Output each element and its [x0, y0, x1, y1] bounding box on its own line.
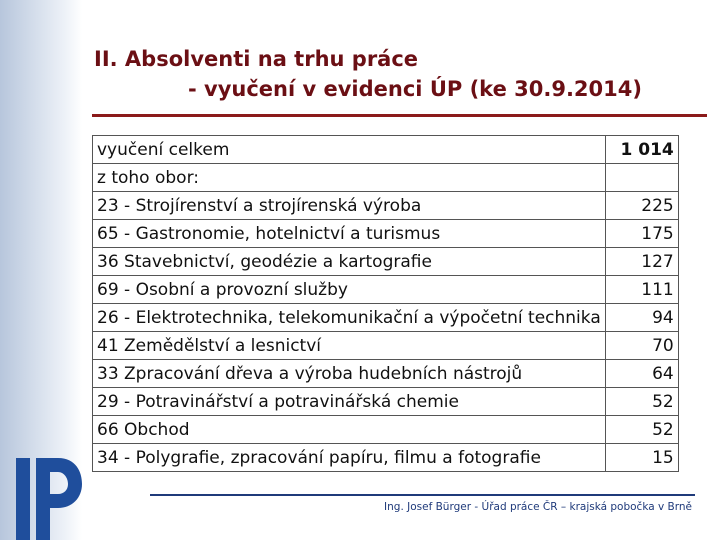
urad-prace-logo-icon — [12, 450, 82, 540]
page-title — [94, 44, 694, 104]
row-label: 66 Obchod — [93, 416, 606, 444]
row-value: 70 — [605, 332, 678, 360]
row-value: 127 — [605, 248, 678, 276]
table-row — [93, 136, 679, 164]
row-label: 65 - Gastronomie, hotelnictví a turismus — [93, 220, 606, 248]
table-row — [93, 360, 679, 388]
graduates-table — [92, 135, 679, 472]
row-label: 29 - Potravinářství a potravinářská chemie — [93, 388, 606, 416]
row-value: 15 — [605, 444, 678, 472]
row-value: 52 — [605, 388, 678, 416]
table-row — [93, 220, 679, 248]
table-row — [93, 164, 679, 192]
row-value — [605, 164, 678, 192]
row-value: 111 — [605, 276, 678, 304]
footer-text: Ing. Josef Bürger - Úřad práce ČR – krajská pobočka v Brně — [384, 501, 692, 513]
table-row — [93, 416, 679, 444]
row-value: 64 — [605, 360, 678, 388]
row-value: 1 014 — [605, 136, 678, 164]
row-label: 36 Stavebnictví, geodézie a kartografie — [93, 248, 606, 276]
title-line-1: II. Absolventi na trhu práce — [94, 47, 419, 71]
row-label: 33 Zpracování dřeva a výroba hudebních nástrojů — [93, 360, 606, 388]
table-row — [93, 192, 679, 220]
table-row — [93, 248, 679, 276]
row-value: 225 — [605, 192, 678, 220]
table-row — [93, 332, 679, 360]
row-label: 69 - Osobní a provozní služby — [93, 276, 606, 304]
row-label: 34 - Polygrafie, zpracování papíru, filmu a fotografie — [93, 444, 606, 472]
row-value: 175 — [605, 220, 678, 248]
footer-divider — [150, 494, 695, 496]
table-row — [93, 276, 679, 304]
row-label: 26 - Elektrotechnika, telekomunikační a výpočetní technika — [93, 304, 606, 332]
row-label: 41 Zemědělství a lesnictví — [93, 332, 606, 360]
row-label: vyučení celkem — [93, 136, 606, 164]
table-row — [93, 304, 679, 332]
row-value: 94 — [605, 304, 678, 332]
table-row — [93, 388, 679, 416]
table-row — [93, 444, 679, 472]
row-value: 52 — [605, 416, 678, 444]
row-label: 23 - Strojírenství a strojírenská výroba — [93, 192, 606, 220]
title-divider — [92, 114, 707, 117]
row-label: z toho obor: — [93, 164, 606, 192]
title-line-2: - vyučení v evidenci ÚP (ke 30.9.2014) — [188, 77, 642, 101]
